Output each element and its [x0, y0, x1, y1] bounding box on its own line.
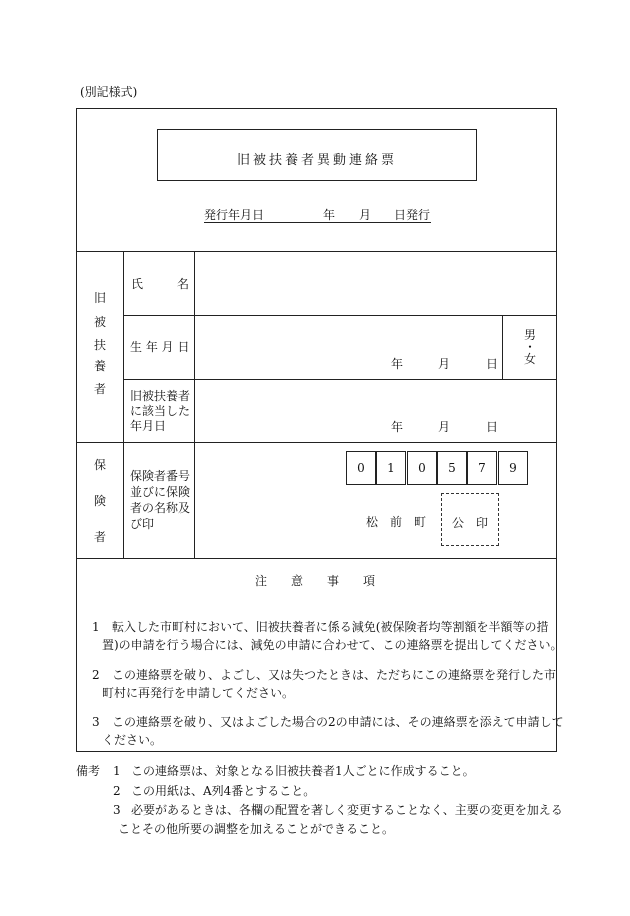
insurer-number-digit: 0 — [407, 451, 437, 485]
birth-day-unit: 日 — [486, 357, 499, 371]
qualified-label-1: 旧被扶養者 — [130, 389, 191, 403]
remark-number: 3 — [113, 803, 121, 817]
dependent-vlabel-5b: 者 — [93, 382, 106, 396]
qualified-label-3: 年月日 — [130, 419, 167, 433]
note-line: 転入した市町村において、旧被扶養者に係る減免(被保険者均等割額を半額等の措 — [112, 620, 549, 634]
note-line: この連絡票を破り、よごし、又は失つたときは、ただちにこの連絡票を発行した市 — [112, 668, 557, 682]
issue-day-unit: 日発行 — [394, 208, 431, 222]
birth-year-unit: 年 — [391, 357, 404, 371]
insurer-number-digit: 5 — [437, 451, 467, 485]
rule-dependent-bottom — [76, 442, 557, 443]
issue-date-underline — [204, 222, 431, 223]
notes-heading: 注 意 事 項 — [254, 574, 375, 588]
col-divider-1 — [123, 251, 124, 558]
name-label-1: 氏 — [131, 277, 144, 291]
col-divider-2 — [194, 251, 195, 558]
remarks-label: 備考 — [76, 764, 101, 778]
qualified-month-unit: 月 — [438, 420, 451, 434]
note-number: 1 — [92, 620, 100, 634]
note-line: 置)の申請を行う場合には、減免の申請に合わせて、この連絡票を提出してください。 — [102, 638, 563, 652]
remark-line: この連絡票は、対象となる旧被扶養者1人ごとに作成すること。 — [131, 764, 475, 778]
dependent-vlabel-1: 旧 — [93, 291, 106, 305]
official-seal-box — [441, 493, 499, 546]
insurer-number-digit: 1 — [376, 451, 406, 485]
dependent-vlabel-2: 被 — [93, 315, 106, 329]
name-label-2: 名 — [177, 277, 190, 291]
gender-dot: ・ — [523, 340, 536, 354]
insurer-vlabel-3: 者 — [93, 530, 106, 544]
gender-divider — [502, 315, 503, 379]
note-line: この連絡票を破り、又はよごした場合の2の申請には、その連絡票を添えて申請して — [112, 715, 564, 729]
insurer-label-4: び印 — [130, 517, 155, 531]
remark-number: 2 — [113, 784, 121, 798]
remark-line: 必要があるときは、各欄の配置を著しく変更することなく、主要の変更を加える — [131, 803, 563, 817]
remark-line: ことその他所要の調整を加えることができること。 — [118, 822, 395, 836]
seal-text: 公 印 — [451, 516, 488, 530]
insurer-number-digit: 9 — [498, 451, 528, 485]
rule-insurer-bottom — [76, 558, 557, 559]
name-field[interactable] — [196, 253, 555, 313]
note-line: ください。 — [102, 733, 163, 747]
dependent-vlabel-3: 扶 — [93, 338, 106, 352]
insurer-number-digit: 0 — [346, 451, 376, 485]
rule-name-bottom — [123, 315, 557, 316]
remark-number: 1 — [113, 764, 121, 778]
insurer-label-3: 者の名称及 — [130, 501, 191, 515]
form-label: (別記様式) — [80, 85, 138, 99]
qualified-label-2: に該当した — [130, 404, 191, 418]
insurer-vlabel-1: 保 — [93, 458, 106, 472]
note-number: 2 — [92, 668, 100, 682]
qualified-day-unit: 日 — [486, 420, 499, 434]
qualified-date-field[interactable] — [196, 381, 555, 440]
issue-month-unit: 月 — [359, 208, 372, 222]
insurer-label-1: 保険者番号 — [130, 469, 191, 483]
birthdate-label: 生 年 月 日 — [130, 340, 190, 354]
insurer-vlabel-2: 険 — [93, 494, 106, 508]
insurer-label-2: 並びに保険 — [130, 485, 191, 499]
rule-header-bottom — [76, 251, 557, 252]
form-title: 旧被扶養者異動連絡票 — [236, 153, 397, 168]
insurer-number-digit: 7 — [467, 451, 497, 485]
remark-line: この用紙は、A列4番とすること。 — [131, 784, 316, 798]
insurer-name: 松 前 町 — [366, 515, 427, 529]
dependent-vlabel-4: 養 — [93, 359, 106, 373]
note-line: 町村に再発行を申請してください。 — [102, 686, 295, 700]
gender-female[interactable]: 女 — [523, 352, 536, 366]
gender-male[interactable]: 男 — [523, 328, 536, 342]
birth-month-unit: 月 — [438, 357, 451, 371]
note-number: 3 — [92, 715, 100, 729]
issue-year-unit: 年 — [323, 208, 336, 222]
birthdate-field[interactable] — [196, 317, 500, 377]
title-box — [157, 129, 477, 181]
qualified-year-unit: 年 — [391, 420, 404, 434]
rule-birthdate-bottom — [123, 379, 557, 380]
issue-date-label: 発行年月日 — [204, 208, 265, 222]
